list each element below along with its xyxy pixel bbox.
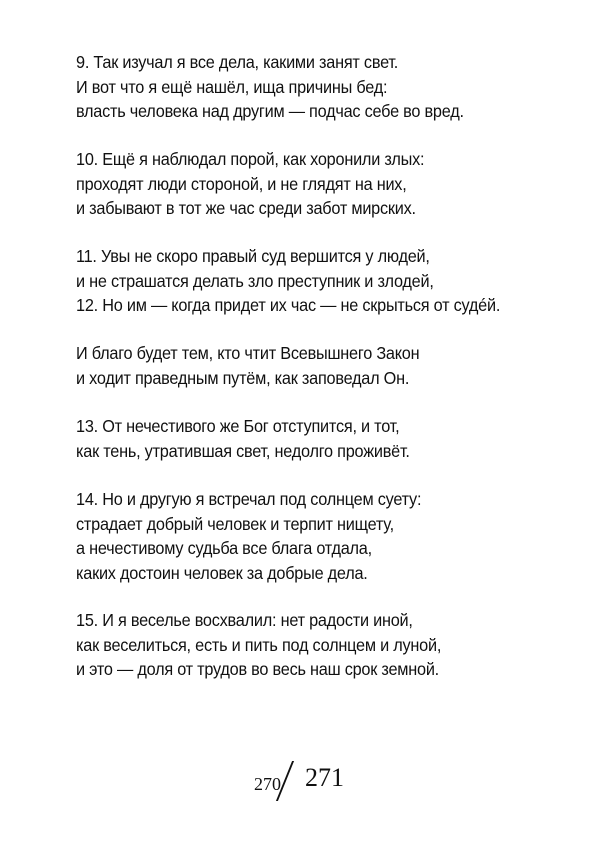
verse-line: и ходит праведным путём, как заповедал Он. <box>76 367 410 388</box>
stanza-9 <box>76 50 576 124</box>
verse-line: 15. И я веселье восхвалил: нет радости иной, <box>76 610 413 630</box>
verse-line: 11. Увы не скоро правый суд вершится у людей, <box>76 246 430 266</box>
verse-line: проходят люди стороной, и не глядят на них, <box>76 173 407 194</box>
verse-line: 9. Так изучал я все дела, какими занят свет. <box>76 52 399 72</box>
verse-line: страдает добрый человек и терпит нищету, <box>76 513 394 534</box>
verse-line: и это — доля от трудов во весь наш срок земной. <box>76 659 439 679</box>
stanza-10 <box>76 147 576 221</box>
right-page-number: 271 <box>305 763 344 792</box>
stanza-14 <box>76 487 576 585</box>
verse-line: 13. От нечестивого же Бог отступится, и тот, <box>76 416 400 436</box>
stanza-law <box>76 341 576 390</box>
verse-line: и забывают в тот же час среди забот мирских. <box>76 198 416 218</box>
verse-line: 14. Но и другую я встречал под солнцем суету: <box>76 489 422 509</box>
left-page-number: 270 <box>254 774 281 794</box>
verse-line: а нечестивому судьба все блага отдала, <box>76 538 372 558</box>
verse-line: каких достоин человек за добрые дела. <box>76 562 368 583</box>
verse-line: как веселиться, есть и пить под солнцем и луной, <box>76 634 442 655</box>
stanza-13 <box>76 414 576 463</box>
verse-line: 12. Но им — когда придет их час — не скрыться от судéй. <box>76 295 501 315</box>
verse-line: как тень, утратившая свет, недолго проживёт. <box>76 440 410 461</box>
verse-line: И вот что я ещё нашёл, ища причины бед: <box>76 76 388 97</box>
verse-line: и не страшатся делать зло преступник и злодей, <box>76 270 434 291</box>
stanza-11-12 <box>76 244 576 318</box>
stanza-15 <box>76 608 576 682</box>
verse-line: власть человека над другим — подчас себе во вред. <box>76 101 464 121</box>
verse-line: 10. Ещё я наблюдал порой, как хоронили злых: <box>76 149 425 169</box>
page-numbers <box>0 757 600 805</box>
verse-line: И благо будет тем, кто чтит Всевышнего Закон <box>76 343 420 363</box>
